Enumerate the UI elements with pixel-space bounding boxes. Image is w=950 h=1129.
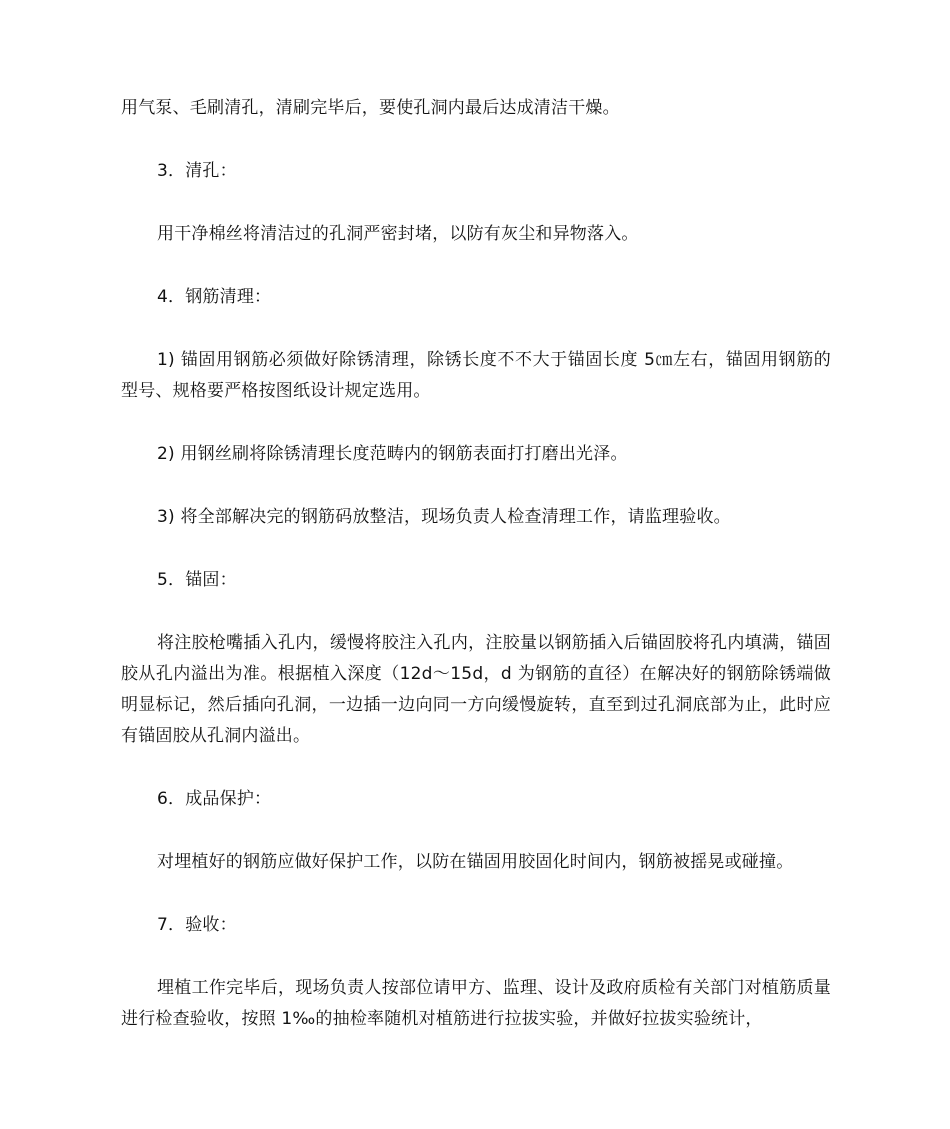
paragraph-rebar-rust-removal: 1) 锚固用钢筋必须做好除锈清理，除锈长度不不大于锚固长度 5㎝左右，锚固用钢筋的型号、规格要严格按图纸设计规定选用。 xyxy=(121,350,831,401)
paragraph-acceptance: 埋植工作完毕后，现场负责人按部位请甲方、监理、设计及政府质检有关部门对植筋质量进行检查验收，按照 1‰的抽检率随机对植筋进行拉拔实验，并做好拉拔实验统计， xyxy=(121,978,831,1029)
document-body xyxy=(121,93,831,1035)
paragraph-product-protection: 对埋植好的钢筋应做好保护工作，以防在锚固用胶固化时间内，钢筋被摇晃或碰撞。 xyxy=(157,852,794,872)
heading-5-anchoring: 5．锚固： xyxy=(157,570,237,590)
paragraph-rebar-inspection: 3) 将全部解决完的钢筋码放整洁，现场负责人检查清理工作，请监理验收。 xyxy=(157,507,731,527)
heading-6-product-protection: 6．成品保护： xyxy=(157,789,272,809)
heading-7-acceptance: 7．验收： xyxy=(157,915,237,935)
paragraph-hole-sealing: 用干净棉丝将清洁过的孔洞严密封堵，以防有灰尘和异物落入。 xyxy=(157,224,639,244)
paragraph-rebar-polishing: 2) 用钢丝刷将除锈清理长度范畴内的钢筋表面打打磨出光泽。 xyxy=(157,444,628,464)
paragraph-hole-cleaning-text: 用气泵、毛刷清孔，清刷完毕后，要使孔洞内最后达成清洁干燥。 xyxy=(121,98,620,118)
heading-3-hole-cleaning: 3．清孔： xyxy=(157,161,237,181)
paragraph-anchoring-procedure: 将注胶枪嘴插入孔内，缓慢将胶注入孔内，注胶量以钢筋插入后锚固胶将孔内填满，锚固胶从孔内溢出为准。根据植入深度（12d～15d，d 为钢筋的直径）在解决好的钢筋除锈端做明显标记，然后插向孔洞，一边插一边向同一方向缓慢旋转，直至到过孔洞底部为止，此时应有锚固胶从孔洞内溢出。 xyxy=(121,633,831,746)
heading-4-rebar-cleaning: 4．钢筋清理： xyxy=(157,287,272,307)
